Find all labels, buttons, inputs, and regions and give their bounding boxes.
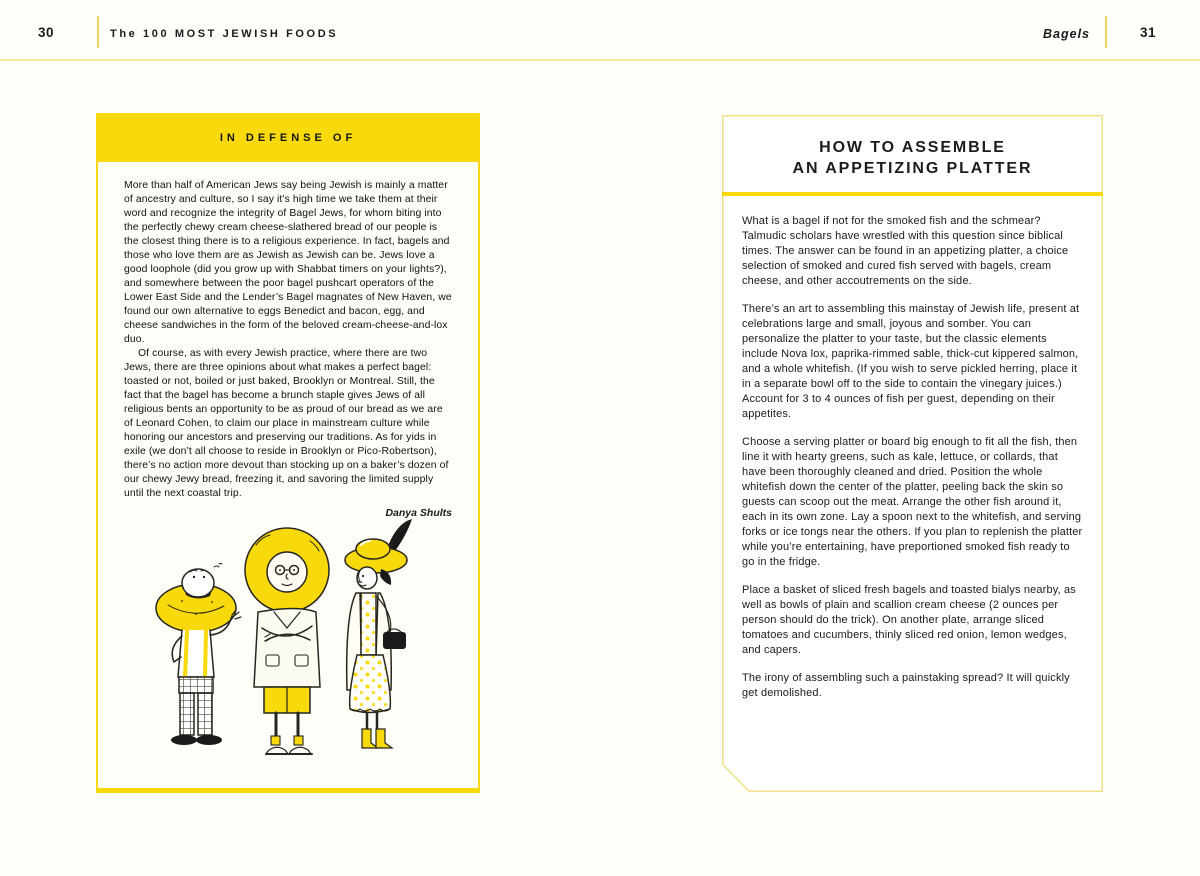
instruction-paragraph: Place a basket of sliced fresh bagels and toasted bialys nearby, as well as bowls of plain and scallion cream cheese (2 ounces per person should do the trick). On another plate, arrange sliced tomatoes and cucumbers, thinly sliced red onion, lemon wedges, and capers.: [742, 584, 1076, 656]
box-title: [722, 115, 1103, 179]
box-kicker: IN DEFENSE OF: [98, 115, 478, 162]
running-title-left: The 100 MOST JEWISH FOODS: [110, 28, 339, 40]
bagel-collar-man: [156, 564, 241, 746]
instruction-paragraph: The irony of assembling such a painstaking spread? It will quickly get demolished.: [742, 672, 1070, 699]
right-page-number: 31: [1140, 25, 1157, 40]
header-rule: [0, 59, 1200, 61]
instruction-paragraph: There’s an art to assembling this mainstay of Jewish life, present at celebrations large and small, joyous and somber. You can personalize the platter to your taste, but the classic elements include Nova lox, paprika-rimmed sable, thick-cut kippered salmon, and a whole whitefish. (If you wish to serve pickled herring, place it in a separate bowl off to the side to contain the vinegary juices.) Account for 3 to 4 ounces of fish per guest, depending on their appetites.: [742, 303, 1080, 420]
essay-text: [98, 162, 478, 519]
instruction-paragraph: Choose a serving platter or board big enough to fit all the fish, then line it with hearty greens, such as kale, lettuce, or collards, that have been thoroughly cleaned and dried. Position the whole whitefish down the center of the platter, peeling back the skin so guests can scoop out the meat. Arrange the other fish around it, each in its own zone. Lay a spoon next to the whitefish, and serving forks or ice tongs near the others. If you plan to replenish the platter while you’re entertaining, have preportioned smoked fish ready to go in the fridge.: [742, 436, 1083, 568]
running-title-right: Bagels: [1043, 27, 1090, 41]
essay-paragraph: Of course, as with every Jewish practice, where there are two Jews, there are three opinions about what makes a perfect bagel: toasted or not, boiled or just baked, Brooklyn or Montreal. Still, the fact that the bagel has become a brunch staple gives Jews of all religious bents an opportunity to be as proud of our bread as we are of Leonard Cohen, to claim our place in mainstream culture while honoring our ancestors and preserving our traditions. As for yids in exile (we don’t all choose to reside in Brooklyn or Pico-Robertson), there’s no action more devout than stocking up on a baker’s dozen of our chewy Jewy bread, freezing it, and savoring the limited supply until the next coastal trip.: [124, 348, 449, 499]
instructions-text: [722, 196, 1103, 701]
bagel-hat-woman: [345, 519, 412, 748]
box-title-line: HOW TO ASSEMBLE: [819, 139, 1006, 156]
bagel-people-illustration: [124, 515, 454, 777]
header-divider: [97, 16, 99, 48]
essay-paragraph: More than half of American Jews say being Jewish is mainly a matter of ancestry and culture, so I say it’s high time we take them at their word and recognize the integrity of Bagel Jews, for whom biting into the perfectly chewy cream cheese-slathered bread of our people is the closest thing there is to a religious experience. In fact, bagels and those who love them are as Jewish as Jewish can be. Jews love a good loophole (did you grow up with Shabbat timers on your lights?), and somewhere between the poor bagel pushcart operators of the Lower East Side and the Lender’s Bagel magnates of New Haven, we found our own alternative to eggs Benedict and bacon, egg, and cheese sandwiches in the form of the beloved cream-cheese-and-lox duo.: [124, 180, 452, 345]
left-page-number: 30: [38, 25, 55, 40]
in-defense-of-box: [96, 113, 480, 793]
box-title-line: AN APPETIZING PLATTER: [792, 160, 1033, 177]
author-signature: Danya Shults: [385, 507, 452, 519]
appetizing-platter-box: [722, 115, 1103, 792]
header-divider: [1105, 16, 1107, 48]
bagel-head-man: [245, 528, 329, 754]
instruction-paragraph: What is a bagel if not for the smoked fish and the schmear? Talmudic scholars have wrestled with this question since biblical times. The answer can be found in an appetizing platter, a choice selection of smoked and cured fish served with bagels, cream cheese, and other accoutrements on the side.: [742, 215, 1069, 287]
